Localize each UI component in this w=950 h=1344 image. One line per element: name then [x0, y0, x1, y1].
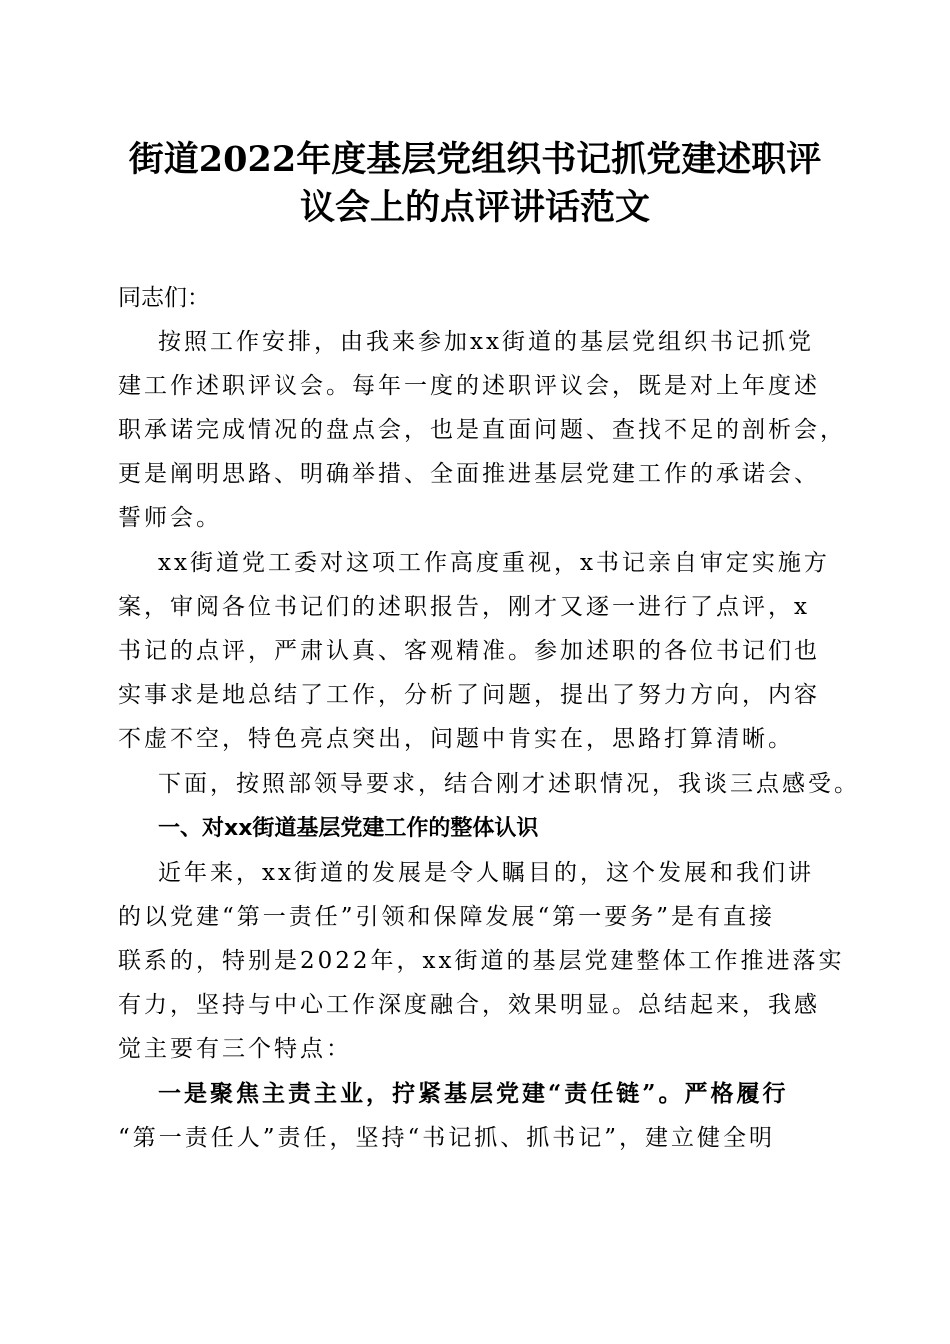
- paragraph-line: 觉主要有三个特点：: [118, 1036, 352, 1062]
- document-title-line-2: 议会上的点评讲话范文: [299, 187, 650, 228]
- salutation: 同志们：: [118, 285, 210, 311]
- paragraph-line: 下面，按照部领导要求，结合刚才述职情况，我谈三点感受。: [158, 771, 860, 797]
- paragraph-line: 近年来，xx街道的发展是令人瞩目的，这个发展和我们讲: [158, 860, 814, 886]
- paragraph-line: 更是阐明思路、明确举措、全面推进基层党建工作的承诺会、: [118, 461, 820, 487]
- paragraph-line: 建工作述职评议会。每年一度的述职评议会，既是对上年度述: [118, 373, 820, 399]
- section-heading: 一、对xx街道基层党建工作的整体认识: [158, 816, 539, 841]
- paragraph-line: 职承诺完成情况的盘点会，也是直面问题、查找不足的剖析会，: [118, 417, 846, 443]
- document-title-line-1: 街道2022年度基层党组织书记抓党建述职评: [128, 139, 822, 180]
- paragraph-line: 有力，坚持与中心工作深度融合，效果明显。总结起来，我感: [118, 992, 820, 1018]
- paragraph-line: 誓师会。: [118, 505, 222, 531]
- paragraph-line: 按照工作安排，由我来参加xx街道的基层党组织书记抓党: [158, 329, 814, 355]
- paragraph-line: 的以党建“第一责任”引领和保障发展“第一要务”是有直接: [118, 904, 776, 930]
- paragraph-line: 案，审阅各位书记们的述职报告，刚才又逐一进行了点评，x: [118, 594, 810, 620]
- paragraph-line: xx街道党工委对这项工作高度重视，x书记亲自审定实施方: [158, 550, 830, 576]
- paragraph-line: “第一责任人”责任，坚持“书记抓、抓书记”，建立健全明: [118, 1125, 776, 1151]
- paragraph-line: 书记的点评，严肃认真、客观精准。参加述职的各位书记们也: [118, 638, 820, 664]
- paragraph-line: 一是聚焦主责主业，拧紧基层党建“责任链”。严格履行: [158, 1080, 789, 1107]
- paragraph-line: 不虚不空，特色亮点突出，问题中肯实在，思路打算清晰。: [118, 726, 794, 752]
- paragraph-line: 联系的，特别是2022年，xx街道的基层党建整体工作推进落实: [118, 948, 845, 974]
- paragraph-line: 实事求是地总结了工作，分析了问题，提出了努力方向，内容: [118, 682, 820, 708]
